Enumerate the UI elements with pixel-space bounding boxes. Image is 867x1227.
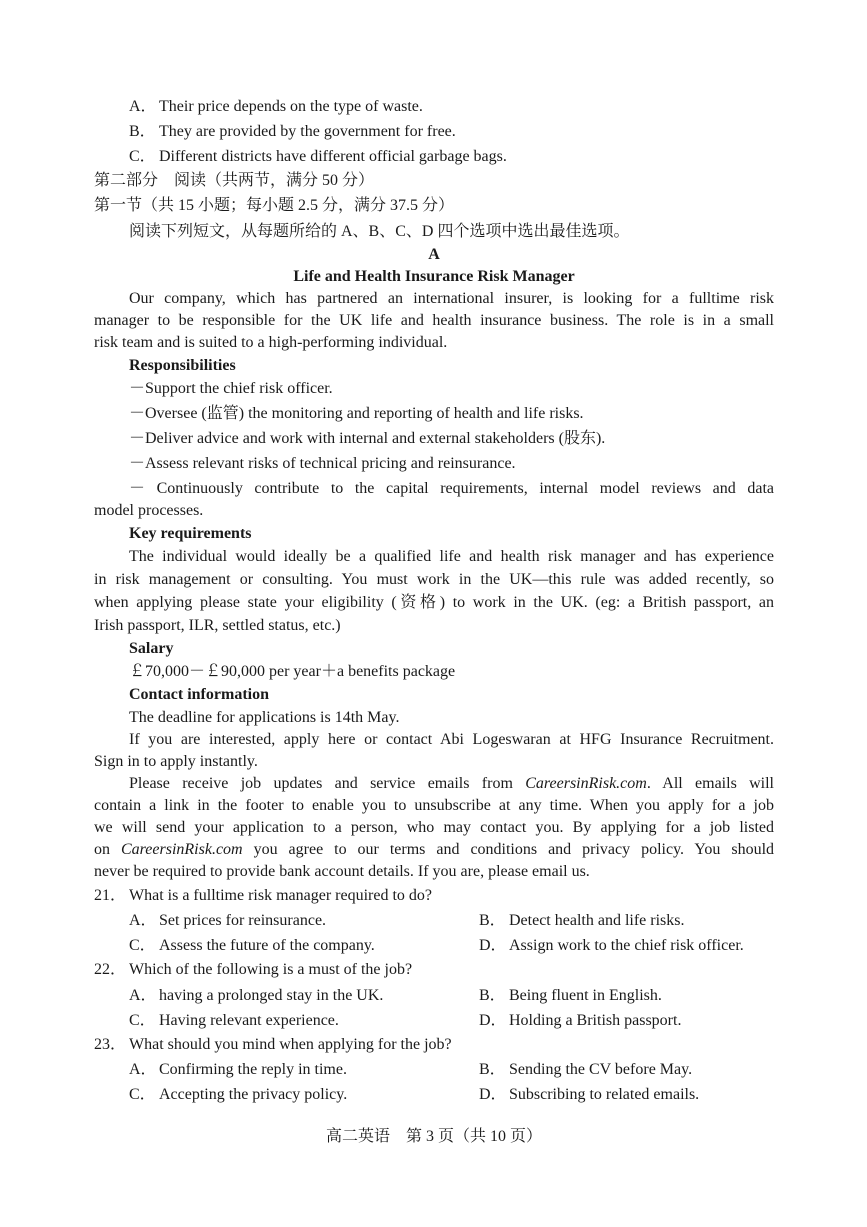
prev-option-a: A． Their price depends on the type of waste. <box>129 98 423 115</box>
updates-line-3: we will send your application to a person, who may contact you. By applying for a job listed <box>94 819 774 836</box>
prev-option-b: B． They are provided by the government for free. <box>129 123 456 140</box>
answer-option[interactable]: D． Subscribing to related emails. <box>479 1086 700 1103</box>
updates-line-5: never be required to provide bank account details. If you are, please email us. <box>94 863 590 880</box>
page-footer: 高二英语 第 3 页（共 10 页） <box>325 1128 542 1145</box>
prev-option-c: C． Different districts have different official garbage bags. <box>129 148 507 165</box>
requirements-line-2: in risk management or consulting. You must work in the UK—this rule was added recently, so <box>94 571 774 588</box>
updates-line-2: contain a link in the footer to enable you to unsubscribe at any time. When you apply for a job <box>94 797 774 814</box>
apply-line-1: If you are interested, apply here or contact Abi Logeswaran at HFG Insurance Recruitment. <box>129 731 774 748</box>
contact-heading: Contact information <box>129 686 269 703</box>
intro-line-2: manager to be responsible for the UK life and health insurance business. The role is in a small <box>94 312 774 329</box>
answer-option[interactable]: D． Assign work to the chief risk officer. <box>479 937 744 954</box>
responsibility-item-cont: model processes. <box>94 502 204 519</box>
responsibility-item: －Oversee (监管) the monitoring and reporting of health and life risks. <box>129 405 584 422</box>
answer-option[interactable]: C． Having relevant experience. <box>129 1012 339 1029</box>
question-stem: 22． Which of the following is a must of the job? <box>94 961 413 978</box>
answer-option[interactable]: D． Holding a British passport. <box>479 1012 682 1029</box>
requirements-line-4: Irish passport, ILR, settled status, etc.) <box>94 617 341 634</box>
answer-option[interactable]: A． Confirming the reply in time. <box>129 1061 347 1078</box>
responsibilities-heading: Responsibilities <box>129 357 236 374</box>
site-name: CareersinRisk.com <box>120 841 243 858</box>
site-name: CareersinRisk.com <box>525 775 647 792</box>
responsibility-item: －Assess relevant risks of technical pricing and reinsurance. <box>129 455 516 472</box>
answer-option[interactable]: B． Detect health and life risks. <box>479 912 685 929</box>
apply-line-2: Sign in to apply instantly. <box>94 753 258 770</box>
updates-line-4: on CareersinRisk.com you agree to our terms and conditions and privacy policy. You should <box>94 841 775 858</box>
responsibility-item: －Deliver advice and work with internal and external stakeholders (股东). <box>129 430 606 447</box>
salary-heading: Salary <box>129 640 174 657</box>
passage-label: A <box>428 246 440 263</box>
answer-option[interactable]: B． Being fluent in English. <box>479 987 662 1004</box>
requirements-heading: Key requirements <box>129 525 252 542</box>
question-stem: 21． What is a fulltime risk manager required to do? <box>94 887 433 904</box>
answer-option[interactable]: A． Set prices for reinsurance. <box>129 912 327 929</box>
intro-line-1: Our company, which has partnered an international insurer, is looking for a fulltime risk <box>129 290 774 307</box>
responsibility-item: －Support the chief risk officer. <box>129 380 333 397</box>
updates-line-1: Please receive job updates and service emails from CareersinRisk.com. All emails will <box>129 775 775 792</box>
responsibility-item: － Continuously contribute to the capital requirements, internal model reviews and data <box>129 480 774 497</box>
deadline-text: The deadline for applications is 14th May. <box>129 709 400 726</box>
answer-option[interactable]: A． having a prolonged stay in the UK. <box>129 987 384 1004</box>
section-subsection-heading: 第一节（共 15 小题；每小题 2.5 分，满分 37.5 分） <box>94 197 455 214</box>
requirements-line-3: when applying please state your eligibility (资格) to work in the UK. (eg: a British passport, an <box>94 594 774 611</box>
passage-title: Life and Health Insurance Risk Manager <box>293 268 575 285</box>
answer-option[interactable]: C． Assess the future of the company. <box>129 937 375 954</box>
section-instruction: 阅读下列短文，从每题所给的 A、B、C、D 四个选项中选出最佳选项。 <box>129 223 630 240</box>
question-stem: 23． What should you mind when applying for the job? <box>94 1036 452 1053</box>
salary-text: ￡70,000－￡90,000 per year＋a benefits package <box>129 663 456 680</box>
answer-option[interactable]: C． Accepting the privacy policy. <box>129 1086 348 1103</box>
intro-line-3: risk team and is suited to a high-performing individual. <box>94 334 448 351</box>
answer-option[interactable]: B． Sending the CV before May. <box>479 1061 693 1078</box>
requirements-line-1: The individual would ideally be a qualified life and health risk manager and has experience <box>129 548 774 565</box>
section-part-heading: 第二部分 阅读（共两节，满分 50 分） <box>94 172 375 189</box>
